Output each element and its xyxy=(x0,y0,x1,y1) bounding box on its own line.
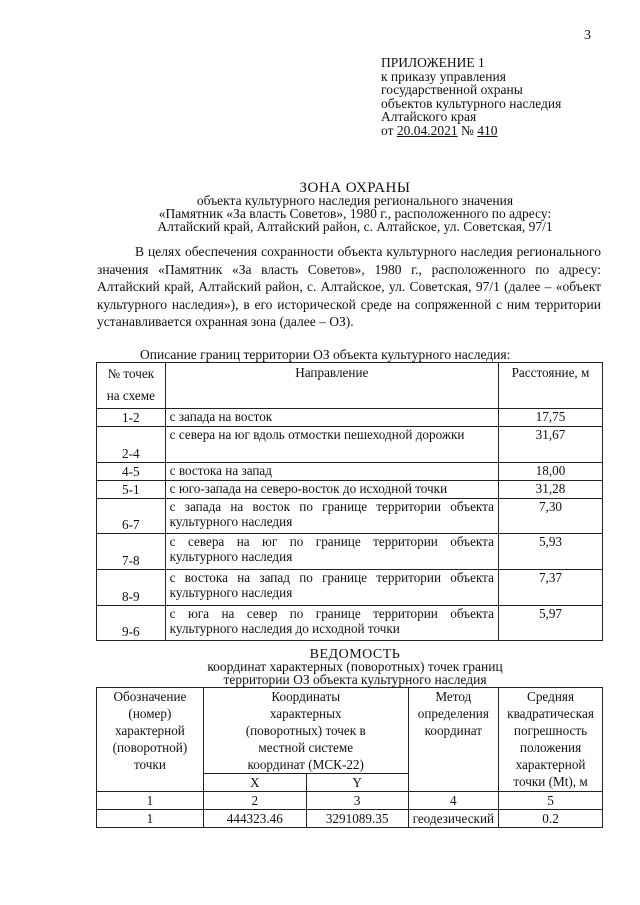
intro-paragraph: В целях обеспечения сохранности объекта культурного наследия регионального значения «Памятник «За власть Советов», 1980 г., расположенного по адресу: Алтайский край, Алтайский район, с. Алтайское, ул. Советская, 97/1 (далее – «объект культурного наследия»), в его исторической среде на сопряженной с ним территории устанавливается охранная зона (далее – ОЗ). xyxy=(97,244,601,329)
row-direction: с юго-запада на северо-восток до исходной точки xyxy=(165,481,498,499)
row-direction: с севера на юг по границе территории объекта культурного наследия xyxy=(165,534,498,570)
table-row xyxy=(97,499,603,534)
table-row xyxy=(97,570,603,606)
appendix-title: ПРИЛОЖЕНИЕ 1 xyxy=(381,55,485,70)
table-row xyxy=(97,606,603,641)
row-points: 4-5 xyxy=(97,463,166,481)
row-direction: с востока на запад по границе территории объекта культурного наследия xyxy=(165,570,498,606)
header-error: Средняя квадратическая погрешность положения характерной точки (Mt), м xyxy=(499,688,603,792)
row-distance: 5,93 xyxy=(498,534,602,570)
row-direction: с запада на восток по границе территории объекта культурного наследия xyxy=(165,499,498,534)
row-distance: 31,67 xyxy=(498,427,602,463)
row-designation: 1 xyxy=(97,810,204,828)
table-row xyxy=(97,810,603,828)
appendix-line: к приказу управления xyxy=(381,68,506,84)
table2-subtitle xyxy=(60,661,640,686)
table2-title: ВЕДОМОСТЬ xyxy=(309,647,401,662)
header-points: № точек на схеме xyxy=(97,363,166,409)
column-number: 1 xyxy=(97,792,204,810)
order-date: 20.04.2021 xyxy=(396,122,458,138)
appendix-line: объектов культурного наследия xyxy=(381,95,562,111)
header-x: X xyxy=(203,774,306,792)
coordinates-table xyxy=(96,687,603,828)
header-method: Метод определения координат xyxy=(408,688,498,792)
zone-subtitle-line: объекта культурного наследия регионального значения xyxy=(196,193,514,208)
row-method: геодезический xyxy=(408,810,498,828)
zone-title: ЗОНА ОХРАНЫ xyxy=(299,180,411,196)
column-number: 2 xyxy=(203,792,306,810)
table2-subtitle-line: территории ОЗ объекта культурного наследия xyxy=(223,671,487,687)
appendix-line: государственной охраны xyxy=(381,82,523,97)
column-number: 3 xyxy=(306,792,408,810)
table-header-row xyxy=(97,363,603,409)
appendix-line: Алтайского края xyxy=(381,109,477,124)
row-distance: 7,30 xyxy=(498,499,602,534)
order-number: 410 xyxy=(477,122,498,138)
row-distance: 7,37 xyxy=(498,570,602,606)
header-distance: Расстояние, м xyxy=(498,363,602,409)
column-numbers-row xyxy=(97,792,603,810)
row-y: 3291089.35 xyxy=(306,810,408,828)
row-points: 9-6 xyxy=(97,606,166,641)
row-direction: с востока на запад xyxy=(165,463,498,481)
zone-subtitle-line: Алтайский край, Алтайский район, с. Алтайское, ул. Советская, 97/1 xyxy=(157,219,553,234)
zone-subtitle xyxy=(60,194,640,233)
row-direction: с запада на восток xyxy=(165,409,498,427)
table-row xyxy=(97,534,603,570)
date-prefix: от xyxy=(381,122,394,138)
table-row xyxy=(97,463,603,481)
row-points: 6-7 xyxy=(97,499,166,534)
row-direction: с севера на юг вдоль отмостки пешеходной дорожки xyxy=(165,427,498,463)
row-x: 444323.46 xyxy=(203,810,306,828)
row-points: 8-9 xyxy=(97,570,166,606)
row-distance: 18,00 xyxy=(498,463,602,481)
appendix-block xyxy=(381,56,561,137)
row-points: 7-8 xyxy=(97,534,166,570)
table-header-row xyxy=(97,688,603,774)
row-error: 0.2 xyxy=(499,810,603,828)
table1-caption: Описание границ территории ОЗ объекта культурного наследия: xyxy=(140,347,511,362)
header-y: Y xyxy=(306,774,408,792)
header-coordinates: Координаты характерных (поворотных) точек в местной системе координат (МСК-22) xyxy=(203,688,408,774)
table-row xyxy=(97,427,603,463)
row-points: 2-4 xyxy=(97,427,166,463)
row-points: 1-2 xyxy=(97,409,166,427)
table-row xyxy=(97,409,603,427)
header-designation: Обозначение (номер) характерной (поворотной) точки xyxy=(97,688,204,792)
page-number: 3 xyxy=(584,28,591,43)
row-direction: с юга на север по границе территории объекта культурного наследия до исходной точки xyxy=(165,606,498,641)
row-distance: 5,97 xyxy=(498,606,602,641)
number-sign: № xyxy=(460,122,474,138)
column-number: 5 xyxy=(499,792,603,810)
zone-subtitle-line: «Памятник «За власть Советов», 1980 г., расположенного по адресу: xyxy=(158,206,552,221)
row-points: 5-1 xyxy=(97,481,166,499)
row-distance: 17,75 xyxy=(498,409,602,427)
table-row xyxy=(97,481,603,499)
boundary-table xyxy=(96,362,603,641)
column-number: 4 xyxy=(408,792,498,810)
table2-subtitle-line: координат характерных (поворотных) точек границ xyxy=(207,659,503,674)
row-distance: 31,28 xyxy=(498,481,602,499)
header-direction: Направление xyxy=(165,363,498,409)
appendix-date-line xyxy=(381,124,561,138)
